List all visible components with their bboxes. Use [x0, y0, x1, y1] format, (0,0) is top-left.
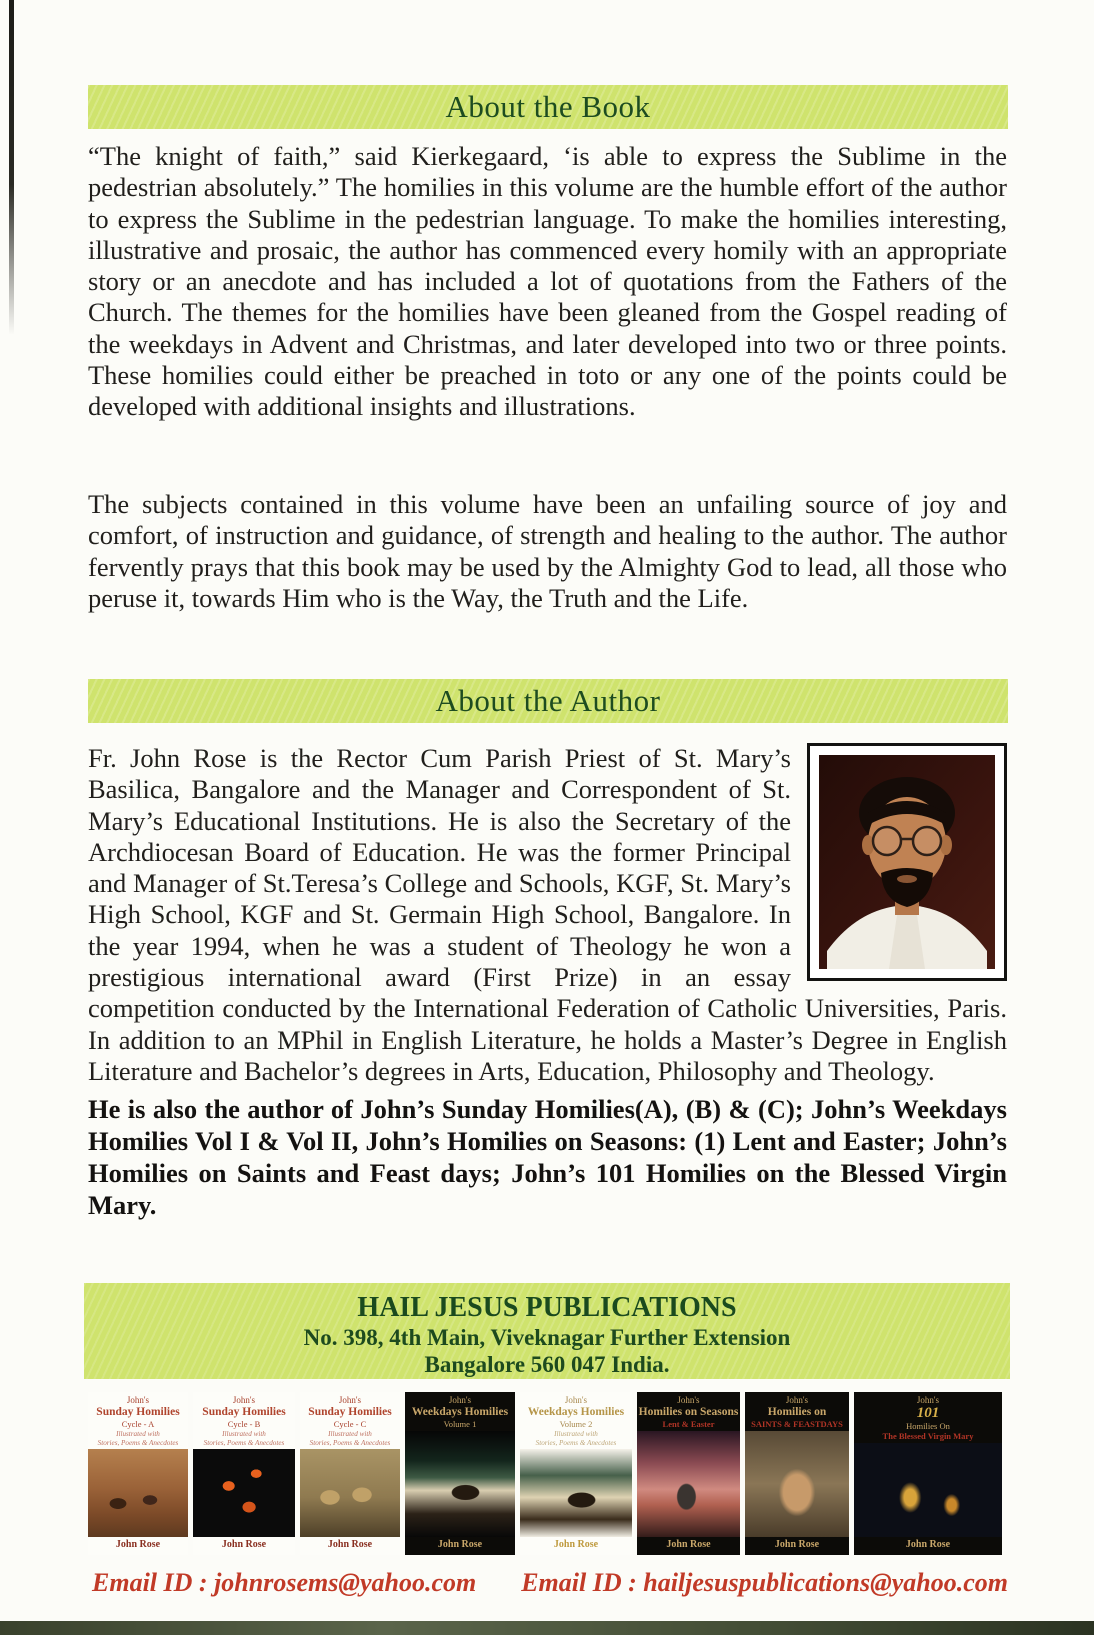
cover-tag: John's — [564, 1395, 588, 1405]
about-author-heading: About the Author — [435, 683, 661, 718]
book-cover-weekdays-homilies-2 — [520, 1392, 632, 1555]
cover-author: John Rose — [774, 1539, 820, 1550]
cover-subtitle: Lent & Easter — [662, 1419, 715, 1429]
cover-title: Sunday Homilies — [96, 1406, 180, 1418]
cover-tag: John's — [677, 1395, 700, 1405]
author-portrait-illustration — [819, 755, 995, 969]
cover-art-mary — [854, 1443, 1002, 1537]
book-cover-sunday-homilies-a — [88, 1392, 188, 1555]
book-cover-101-homilies-mary — [854, 1392, 1002, 1555]
about-book-paragraph-1: “The knight of faith,” said Kierkegaard, ‘is able to express the Sublime in the pedestrian absolutely.” The homilies in this volume are the humble effort of the author to express the Sublime in the pedestrian language. To make the homilies interesting, illustrative and prosaic, the author has commenced every homily with an appropriate story or an anecdote and has included a lot of quotations from the Fathers of the Church. The themes for the homilies have been gleaned from the Gospel reading of the weekdays in Advent and Christmas, and later developed into two or three points. These homilies could either be preached in toto or any one of the points could be developed with additional insights and illustrations. — [88, 141, 1007, 422]
about-book-banner — [88, 85, 1008, 129]
cover-author: John Rose — [327, 1539, 373, 1550]
cover-tag: John's — [232, 1395, 256, 1405]
cover-art-pieta — [637, 1431, 740, 1537]
cover-script-line: Stories, Poems & Anecdotes — [535, 1438, 617, 1447]
cover-subtitle-line: Homilies On — [906, 1421, 950, 1431]
book-cover-weekdays-homilies-1 — [405, 1392, 515, 1555]
cover-author: John Rose — [905, 1539, 951, 1550]
publisher-address-line1: No. 398, 4th Main, Viveknagar Further Extension — [303, 1325, 791, 1350]
cover-subtitle: Cycle - C — [333, 1419, 367, 1429]
cover-title: Weekdays Homilies — [527, 1406, 625, 1418]
cover-script-line: Stories, Poems & Anecdotes — [203, 1438, 285, 1447]
cover-title: Sunday Homilies — [202, 1406, 286, 1418]
scan-edge-bottom — [0, 1621, 1094, 1635]
cover-art-jesus — [745, 1431, 849, 1537]
cover-script-line: Stories, Poems & Anecdotes — [309, 1438, 391, 1447]
cover-author: John Rose — [553, 1539, 599, 1550]
about-author-paragraph: Fr. John Rose is the Rector Cum Parish Priest of St. Mary’s Basilica, Bangalore and the Manager and Correspondent of St. Mary’s Educational Institutions. He is also the Secretary of the Archdiocesan Board of Education. He was the former Principal and Manager of St.Teresa’s College and Schools, KGF, St. Mary’s High School, KGF and St. Germain High School, Bangalore. In the year 1994, when he was a student of Theology he won a prestigious international award (First Prize) in an essay competition conducted by the International Federation of Catholic Universities, Paris. In addition to an MPhil in English Literature, he holds a Master’s Degree in English Literature and Bachelor’s degrees in Arts, Education, Philosophy and Theology. — [88, 743, 1007, 1086]
publisher-address-line2: Bangalore 560 047 India. — [424, 1352, 670, 1377]
cover-script-line: Illustrated with — [116, 1429, 160, 1438]
cover-title: Homilies on Seasons — [638, 1406, 739, 1418]
cover-art-flamingos — [88, 1449, 188, 1537]
about-author-section — [88, 743, 1007, 1221]
book-cover-sunday-homilies-c — [300, 1392, 400, 1555]
cover-tag: John's — [785, 1395, 809, 1405]
other-works-paragraph: He is also the author of John’s Sunday Homilies(A), (B) & (C); John’s Weekdays Homilies Vol I & Vol II, John’s Homilies on Seasons: (1) Lent and Easter; John’s Homilies on Saints and Feast days; John’s 101 Homilies on the Blessed Virgin Mary. — [88, 1094, 1007, 1221]
cover-script-line: Illustrated with — [328, 1429, 372, 1438]
cover-art-lion — [405, 1431, 515, 1537]
cover-title: Homilies on — [767, 1406, 827, 1418]
scan-edge-left — [9, 0, 14, 335]
about-book-heading: About the Book — [445, 89, 651, 124]
about-author-banner — [88, 679, 1008, 723]
cover-script-line: Illustrated with — [222, 1429, 266, 1438]
cover-tag: John's — [916, 1395, 940, 1405]
cover-author: John Rose — [115, 1539, 161, 1550]
cover-author: John Rose — [221, 1539, 267, 1550]
email-author: Email ID : johnrosems@yahoo.com — [92, 1568, 477, 1597]
author-photo — [807, 743, 1007, 981]
cover-title: Sunday Homilies — [308, 1406, 392, 1418]
cover-art-lion — [520, 1449, 632, 1537]
email-line — [92, 1568, 1008, 1598]
cover-author: John Rose — [437, 1539, 483, 1550]
publisher-block — [84, 1283, 1010, 1379]
cover-script-line: Stories, Poems & Anecdotes — [97, 1438, 179, 1447]
cover-title: 101 — [916, 1405, 940, 1421]
book-cover-homilies-on-seasons — [637, 1392, 740, 1555]
cover-author: John Rose — [666, 1539, 711, 1550]
publisher-name: HAIL JESUS PUBLICATIONS — [357, 1292, 737, 1323]
book-cover-homilies-on-saints — [745, 1392, 849, 1555]
cover-subtitle: Volume 2 — [559, 1419, 593, 1429]
cover-tag: John's — [448, 1395, 472, 1405]
cover-subtitle: Cycle - B — [227, 1419, 261, 1429]
about-book-paragraph-2: The subjects contained in this volume have been an unfailing source of joy and comfort, of instruction and guidance, of strength and healing to the author. The author fervently prays that this book may be used by the Almighty God to lead, all those who peruse it, towards Him who is the Way, the Truth and the Life. — [88, 489, 1007, 613]
cover-tag: John's — [126, 1395, 150, 1405]
cover-script-line: Illustrated with — [554, 1429, 598, 1438]
book-covers-row — [88, 1392, 1010, 1555]
email-publisher: Email ID : hailjesuspublications@yahoo.com — [521, 1568, 1008, 1597]
cover-tag: John's — [338, 1395, 362, 1405]
book-cover-sunday-homilies-b — [193, 1392, 295, 1555]
cover-title: Weekdays Homilies — [411, 1406, 509, 1418]
cover-subtitle: Volume 1 — [443, 1419, 477, 1429]
cover-subtitle: SAINTS & FEASTDAYS — [751, 1419, 843, 1429]
cover-subtitle: Cycle - A — [121, 1419, 155, 1429]
cover-art-lions — [300, 1449, 400, 1537]
cover-subtitle: The Blessed Virgin Mary — [882, 1431, 974, 1441]
cover-art-flowers — [193, 1449, 295, 1537]
